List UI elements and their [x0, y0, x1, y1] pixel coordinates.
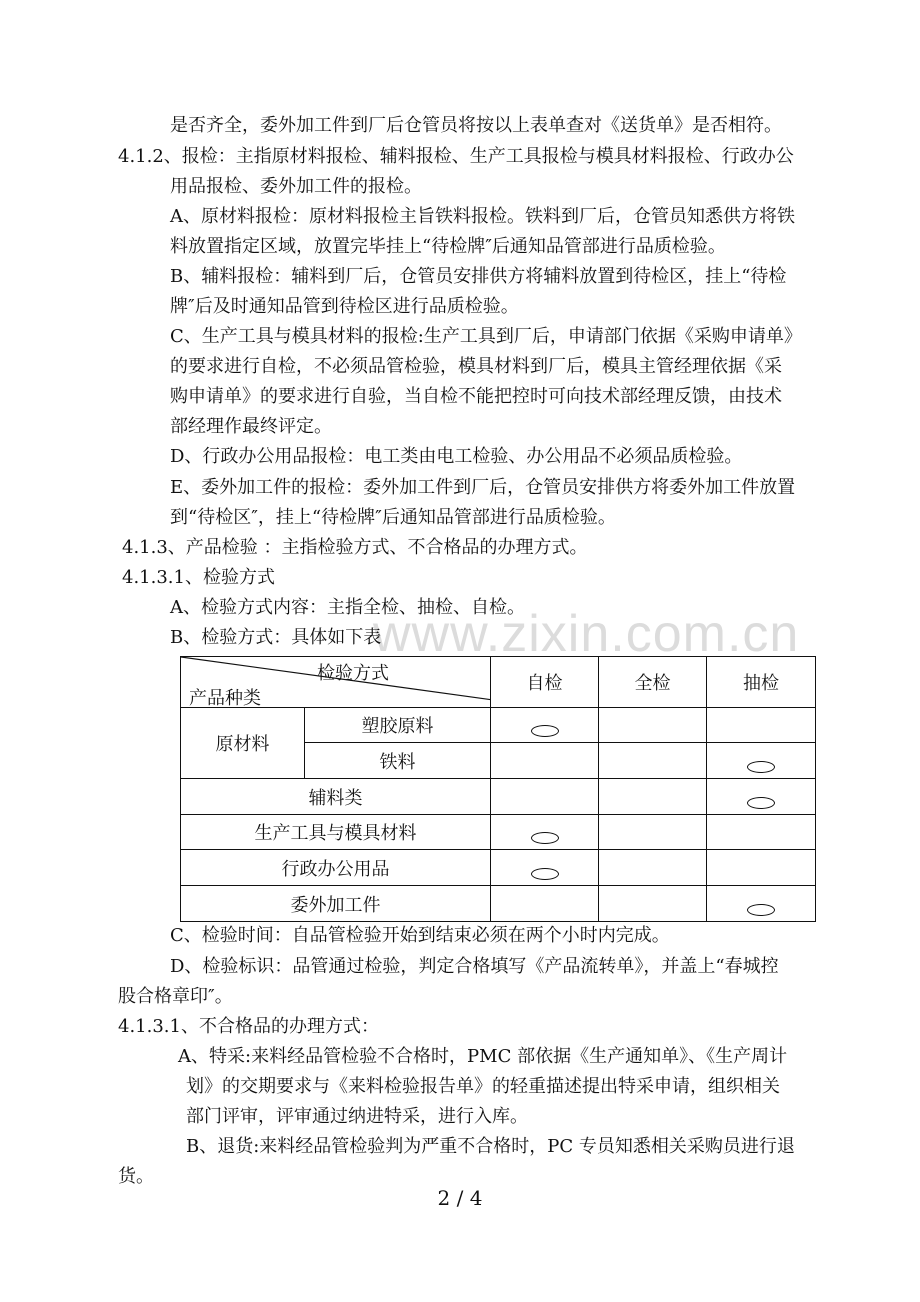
row-label: 委外加工件: [181, 886, 491, 922]
paragraph-line: 购申请单》的要求进行自验，当自检不能把控时可向技术部经理反馈，由技术: [170, 386, 782, 407]
paragraph-line: E、委外加工件的报检：委外加工件到厂后，仓管员安排供方将委外加工件放置: [170, 477, 796, 498]
row-label: 铁料: [305, 743, 491, 779]
column-header: 自检: [491, 657, 599, 708]
mark-cell: [599, 743, 707, 779]
section-4-1-3-1-heading: 4.1.3.1、检验方式: [122, 567, 275, 588]
circle-mark-icon: [747, 904, 775, 916]
watermark: www.zixin.com.cn: [373, 605, 800, 663]
header-category: 产品种类: [189, 688, 261, 709]
paragraph-line: 部门评审，评审通过纳进特采，进行入库。: [186, 1106, 528, 1127]
paragraph-line: B、辅料报检：辅料到厂后，仓管员安排供方将辅料放置到待检区，挂上“待检: [170, 266, 787, 287]
section-nonconforming-heading: 4.1.3.1、不合格品的办理方式：: [118, 1016, 379, 1037]
paragraph-line: A、检验方式内容：主指全检、抽检、自检。: [170, 597, 525, 618]
section-4-1-3-heading: 4.1.3、产品检验 ：主指检验方式、不合格品的办理方式。: [122, 537, 588, 558]
diagonal-header-cell: [181, 657, 491, 708]
column-header: 抽检: [707, 657, 816, 708]
paragraph-line: 料放置指定区域，放置完毕挂上“待检牌″后通知品管部进行品质检验。: [170, 236, 726, 257]
paragraph-line: 划》的交期要求与《来料检验报告单》的轻重描述提出特采申请，组织相关: [186, 1076, 780, 1097]
mark-cell: [599, 886, 707, 922]
page-number: 2 / 4: [437, 1186, 483, 1210]
row-label: 塑胶原料: [305, 708, 491, 743]
inspection-method-table: [180, 656, 816, 922]
mark-cell: [491, 815, 599, 850]
paragraph-line: 部经理作最终评定。: [170, 416, 332, 437]
mark-cell: [491, 850, 599, 886]
paragraph-line: B、检验方式：具体如下表: [170, 627, 382, 648]
column-header: 全检: [599, 657, 707, 708]
mark-cell: [491, 708, 599, 743]
paragraph-line: C、生产工具与模具材料的报检:生产工具到厂后，申请部门依据《采购申请单》: [170, 326, 802, 347]
paragraph-line: 牌″后及时通知品管到待检区进行品质检验。: [170, 296, 519, 317]
header-method: 检验方式: [317, 663, 389, 684]
circle-mark-icon: [531, 832, 559, 844]
mark-cell: [707, 850, 816, 886]
mark-cell: [599, 815, 707, 850]
row-label: 行政办公用品: [181, 850, 491, 886]
row-label: 辅料类: [181, 779, 491, 815]
mark-cell: [491, 886, 599, 922]
mark-cell: [707, 743, 816, 779]
mark-cell: [599, 850, 707, 886]
mark-cell: [599, 779, 707, 815]
paragraph-line: 的要求进行自检，不必须品管检验，模具材料到厂后，模具主管经理依据《采: [170, 356, 782, 377]
mark-cell: [707, 815, 816, 850]
circle-mark-icon: [747, 797, 775, 809]
paragraph-line: 股合格章印″。: [118, 986, 233, 1007]
paragraph-line: 到“待检区″，挂上“待检牌″后通知品管部进行品质检验。: [170, 507, 616, 528]
circle-mark-icon: [531, 725, 559, 737]
group-label-raw-material: 原材料: [181, 708, 305, 779]
paragraph-line: 货。: [118, 1166, 154, 1187]
mark-cell: [491, 743, 599, 779]
circle-mark-icon: [747, 761, 775, 773]
mark-cell: [491, 779, 599, 815]
mark-cell: [599, 708, 707, 743]
paragraph-line: 是否齐全，委外加工件到厂后仓管员将按以上表单查对《送货单》是否相符。: [170, 115, 782, 136]
paragraph-line: D、行政办公用品报检：电工类由电工检验、办公用品不必须品质检验。: [170, 446, 743, 467]
paragraph-line: A、特采:来料经品管检验不合格时，PMC 部依据《生产通知单》、《生产周计: [178, 1046, 788, 1067]
paragraph-line: A、原材料报检：原材料报检主旨铁料报检。铁料到厂后，仓管员知悉供方将铁: [170, 206, 795, 227]
paragraph-line: 用品报检、委外加工件的报检。: [170, 176, 422, 197]
mark-cell: [707, 779, 816, 815]
circle-mark-icon: [531, 868, 559, 880]
section-4-1-2-heading: 4.1.2、报检：主指原材料报检、辅料报检、生产工具报检与模具材料报检、行政办公: [118, 146, 794, 167]
mark-cell: [707, 708, 816, 743]
paragraph-line: B、退货:来料经品管检验判为严重不合格时，PC 专员知悉相关采购员进行退: [186, 1136, 795, 1157]
row-label: 生产工具与模具材料: [181, 815, 491, 850]
paragraph-line: C、检验时间：自品管检验开始到结束必须在两个小时内完成。: [170, 925, 670, 946]
mark-cell: [707, 886, 816, 922]
paragraph-line: D、检验标识：品管通过检验，判定合格填写《产品流转单》，并盖上“春城控: [170, 956, 779, 977]
